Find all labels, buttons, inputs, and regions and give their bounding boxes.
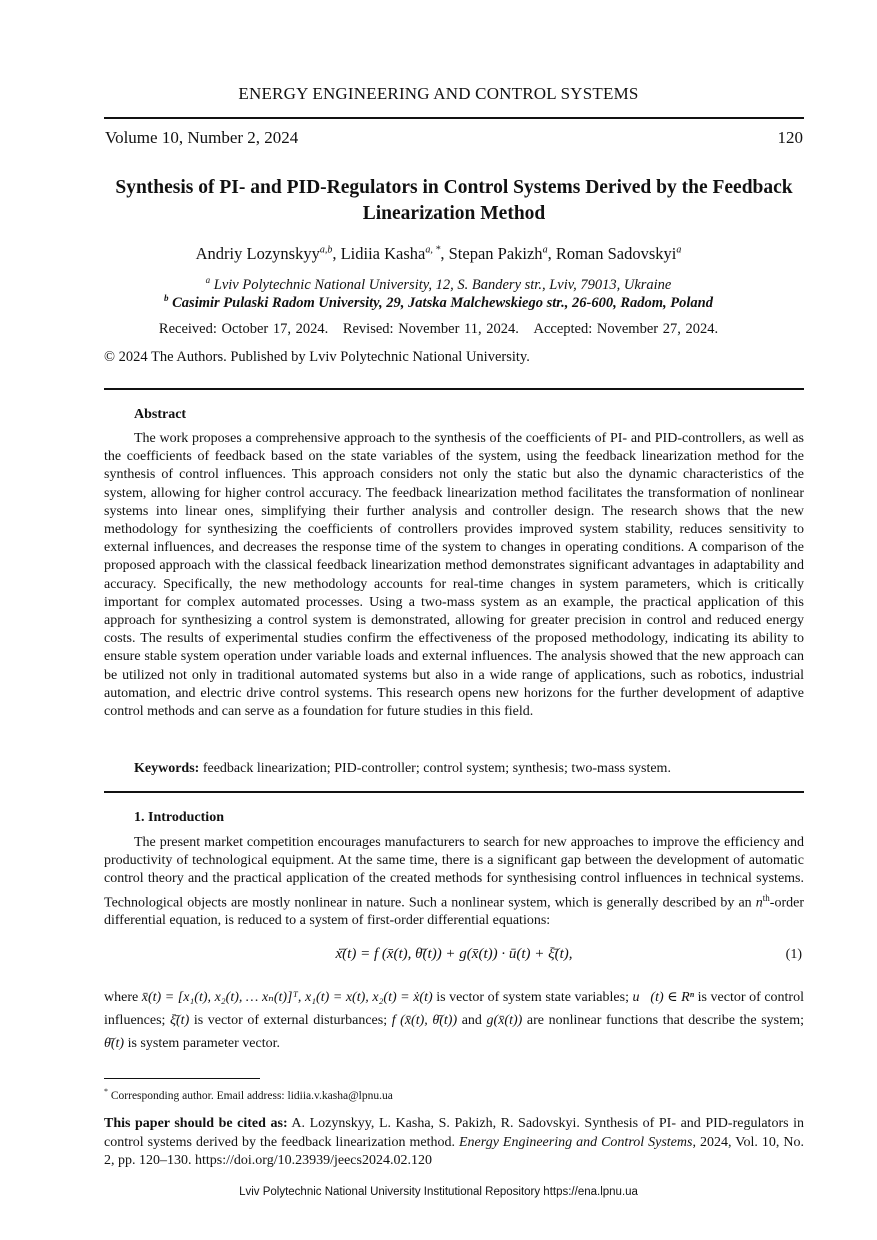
introduction-paragraph: The present market competition encourages manufacturers to search for new approaches to improve the efficiency and productivity of technological equipment. At the same time, there is a significant gap between the development of automatic control theory and the practical application of the created methods for synthesising control influences in technical systems. Technological objects are mostly nonlinear in nature. Such a nonlinear system, which is generally described by an $n^{th}$-order differential equation, is reduced to a system of first-order differential equations:	[104, 835, 804, 929]
equation-1: ẋ̄(t) = f (x̄(t), θ̄(t)) + g(x̄(t)) · ū(t) + ξ̄(t),	[335, 946, 573, 962]
paper-title: Synthesis of PI- and PID-Regulators in Control Systems Derived by the Feedback Linearization Method	[115, 177, 793, 224]
article-dates	[0, 321, 877, 338]
volume-info: Volume 10, Number 2, 2024	[105, 128, 299, 147]
received-date: Received: October 17, 2024.	[158, 321, 329, 337]
journal-title: ENERGY ENGINEERING AND CONTROL SYSTEMS	[238, 84, 639, 103]
variable-definitions: where x̄(t) = [x₁(t), x₂(t), … xₙ(t)]ᵀ, x₁(t) = x(t), x₂(t) = ẋ(t) is vector of system state variables; u⃗(t) ∈ Rⁿ is vector of control influences; ξ̄(t) is vector of external disturbances; f (x̄(t), θ̄(t)) and g(x̄(t)) are nonlinear functions that describe the system; θ̄(t) is system parameter vector.	[104, 990, 805, 1051]
affiliation-b: $^b$ Casimir Pulaski Radom University, 29, Jatska Malchewskiego str., 26-600, Radom, Poland	[164, 293, 713, 311]
section-rule	[104, 388, 804, 390]
abstract-heading: Abstract	[134, 407, 187, 422]
page-number: 120	[777, 128, 803, 147]
abstract-text: The work proposes a comprehensive approach to the synthesis of the coefficients of PI- and PID-controllers, as well as the coefficients of feedback based on the state variables of the system, using the feedback linearization method for the synthesis of control influences. This approach considers not only the static but also the dynamic characteristics of the system, allowing for higher control accuracy. The feedback linearization method facilitates the transformation of nonlinear systems into linear ones, simplifying their further analysis and controller design. The research shows that the new methodology for synthesizing the coefficients of controllers provides improved system stability, reduces sensitivity to external influences, and decreases the response time of the system to changes in operating conditions. A comparison of the proposed approach with the classical feedback linearization method demonstrates significant advantages in adaptability and accuracy. Specifically, the new methodology accounts for real-time changes in system parameters, which is critically important for complex automated processes. Using a two-mass system as an example, the practical application of this approach for synthesizing a control system is demonstrated, allowing for greater precision in control and reduced energy costs. The results of experimental studies confirm the effectiveness of the proposed methodology, indicating its ability to ensure stable system operation under variable loads and external influences. The analysis showed that the new approach can be utilized not only in traditional automated systems but also in a wide range of applications, such as robotics, industrial automation, and electric drive control systems. This research opens new horizons for the further development of adaptive control methods and can serve as a foundation for future studies in this field.	[104, 431, 804, 720]
keywords: Keywords: feedback linearization; PID-controller; control system; synthesis; two-mass system.	[134, 761, 671, 776]
introduction-heading: 1. Introduction	[134, 810, 224, 825]
author: Stepan Pakizh$^a$,	[448, 244, 556, 263]
section-rule	[104, 791, 804, 793]
repository-footer: Lviv Polytechnic National University Institutional Repository https://ena.lpnu.ua	[239, 1186, 638, 1198]
author-list	[0, 244, 877, 264]
footnote-rule	[104, 1078, 260, 1079]
footnote: * Corresponding author. Email address: lidiia.v.kasha@lpnu.ua	[104, 1087, 393, 1102]
author: Lidiia Kasha$^{a, *}$,	[340, 244, 449, 263]
equation-number: (1)	[785, 947, 802, 962]
copyright: © 2024 The Authors. Published by Lviv Polytechnic National University.	[104, 349, 530, 365]
author: Andriy Lozynskyy$^{a,b}$,	[195, 244, 341, 263]
citation-block: This paper should be cited as: A. Lozynskyy, L. Kasha, S. Pakizh, R. Sadovskyi. Synthesis of PI- and PID-regulators in control systems derived by the feedback linearization method. Energy Engineering and Control Systems, 2024, Vol. 10, No. 2, pp. 120–130. https://doi.org/10.23939/jeecs2024.02.120	[104, 1116, 805, 1168]
header-rule	[104, 117, 804, 119]
author: Roman Sadovskyi$^a$	[555, 244, 682, 263]
revised-date: Revised: November 11, 2024.	[342, 321, 519, 337]
affiliation-a: $^a$ Lviv Polytechnic National University, 12, S. Bandery str., Lviv, 79013, Ukraine	[205, 275, 672, 293]
accepted-date: Accepted: November 27, 2024.	[533, 321, 719, 337]
